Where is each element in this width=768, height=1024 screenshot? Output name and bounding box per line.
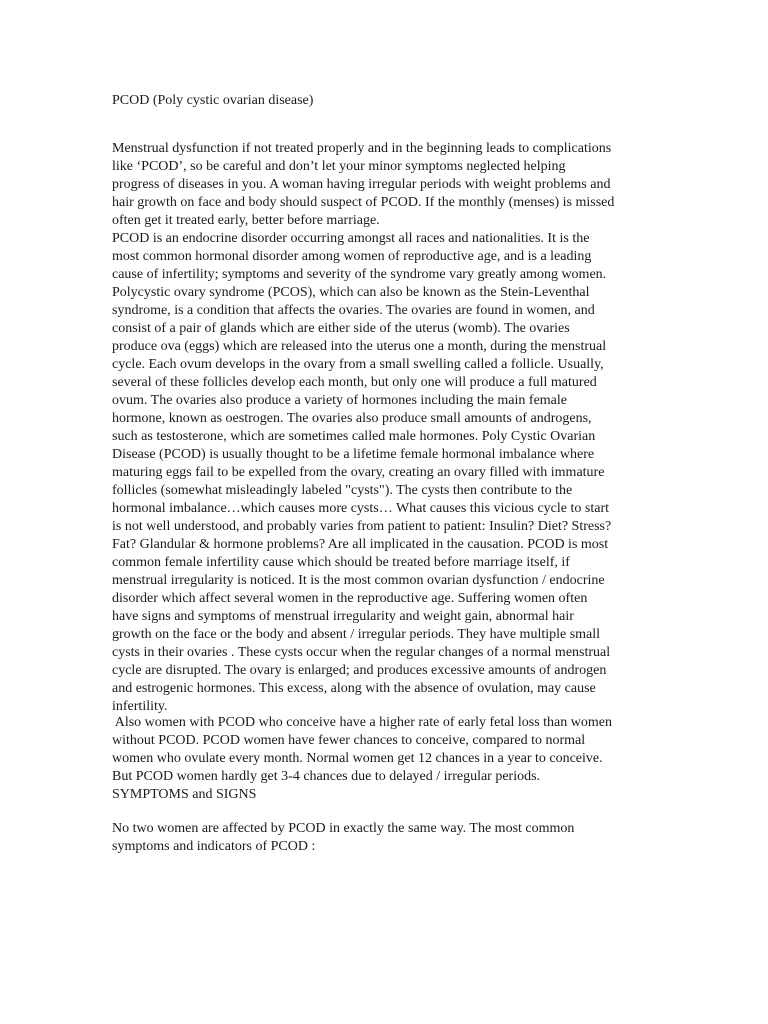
text-line: cause of infertility; symptoms and severity of the syndrome vary greatly among women.	[112, 267, 607, 282]
paragraph-conception	[112, 714, 722, 804]
text-line: follicles (somewhat misleadingly labeled "cysts"). The cysts then contribute to the	[112, 483, 573, 498]
text-line: Fat? Glandular & hormone problems? Are all implicated in the causation. PCOD is most	[112, 537, 609, 552]
paragraph-main	[112, 140, 722, 716]
text-line: menstrual irregularity is noticed. It is the most common ovarian dysfunction / endocrine	[112, 573, 605, 588]
text-line: hair growth on face and body should suspect of PCOD. If the monthly (menses) is missed	[112, 195, 615, 210]
text-line: and estrogenic hormones. This excess, along with the absence of ovulation, may cause	[112, 681, 596, 696]
text-line: cycle are disrupted. The ovary is enlarged; and produces excessive amounts of androgen	[112, 663, 607, 678]
text-line: produce ova (eggs) which are released into the uterus one a month, during the menstrual	[112, 339, 607, 354]
paragraph-symptoms-intro	[112, 820, 722, 856]
text-line: Polycystic ovary syndrome (PCOS), which can also be known as the Stein-Leventhal	[112, 285, 590, 300]
text-line: syndrome, is a condition that affects the ovaries. The ovaries are found in women, and	[112, 303, 595, 318]
text-line: several of these follicles develop each month, but only one will produce a full matured	[112, 375, 597, 390]
text-line: without PCOD. PCOD women have fewer chances to conceive, compared to normal	[112, 733, 586, 748]
text-line: PCOD is an endocrine disorder occurring amongst all races and nationalities. It is the	[112, 231, 590, 246]
text-line: But PCOD women hardly get 3-4 chances due to delayed / irregular periods.	[112, 769, 541, 784]
text-line: often get it treated early, better before marriage.	[112, 213, 380, 228]
text-line: consist of a pair of glands which are either side of the uterus (womb). The ovaries	[112, 321, 570, 336]
text-line: disorder which affect several women in the reproductive age. Suffering women often	[112, 591, 588, 606]
text-line: Disease (PCOD) is usually thought to be a lifetime female hormonal imbalance where	[112, 447, 595, 462]
text-line: cycle. Each ovum develops in the ovary from a small swelling called a follicle. Usually,	[112, 357, 604, 372]
text-line: No two women are affected by PCOD in exactly the same way. The most common	[112, 821, 575, 836]
text-line: symptoms and indicators of PCOD :	[112, 839, 316, 854]
text-line: Also women with PCOD who conceive have a higher rate of early fetal loss than women	[112, 715, 612, 730]
text-line: growth on the face or the body and absent / irregular periods. They have multiple small	[112, 627, 601, 642]
text-line: most common hormonal disorder among women of reproductive age, and is a leading	[112, 249, 592, 264]
text-line: maturing eggs fail to be expelled from the ovary, creating an ovary filled with immature	[112, 465, 605, 480]
text-line: infertility.	[112, 699, 168, 714]
text-line: hormonal imbalance…which causes more cysts… What causes this vicious cycle to start	[112, 501, 609, 516]
document-title: PCOD (Poly cystic ovarian disease)	[112, 93, 314, 108]
text-line: like ‘PCOD’, so be careful and don’t let your minor symptoms neglected helping	[112, 159, 566, 174]
text-line: have signs and symptoms of menstrual irregularity and weight gain, abnormal hair	[112, 609, 574, 624]
text-line: progress of diseases in you. A woman having irregular periods with weight problems and	[112, 177, 611, 192]
text-line: women who ovulate every month. Normal women get 12 chances in a year to conceive.	[112, 751, 603, 766]
text-line: Menstrual dysfunction if not treated properly and in the beginning leads to complications	[112, 141, 612, 156]
text-line: is not well understood, and probably varies from patient to patient: Insulin? Diet? Stress?	[112, 519, 612, 534]
text-line: such as testosterone, which are sometimes called male hormones. Poly Cystic Ovarian	[112, 429, 596, 444]
text-line: cysts in their ovaries . These cysts occur when the regular changes of a normal menstrual	[112, 645, 611, 660]
text-line: common female infertility cause which should be treated before marriage itself, if	[112, 555, 570, 570]
text-line: hormone, known as oestrogen. The ovaries also produce small amounts of androgens,	[112, 411, 592, 426]
section-heading-symptoms: SYMPTOMS and SIGNS	[112, 787, 257, 802]
text-line: ovum. The ovaries also produce a variety of hormones including the main female	[112, 393, 567, 408]
